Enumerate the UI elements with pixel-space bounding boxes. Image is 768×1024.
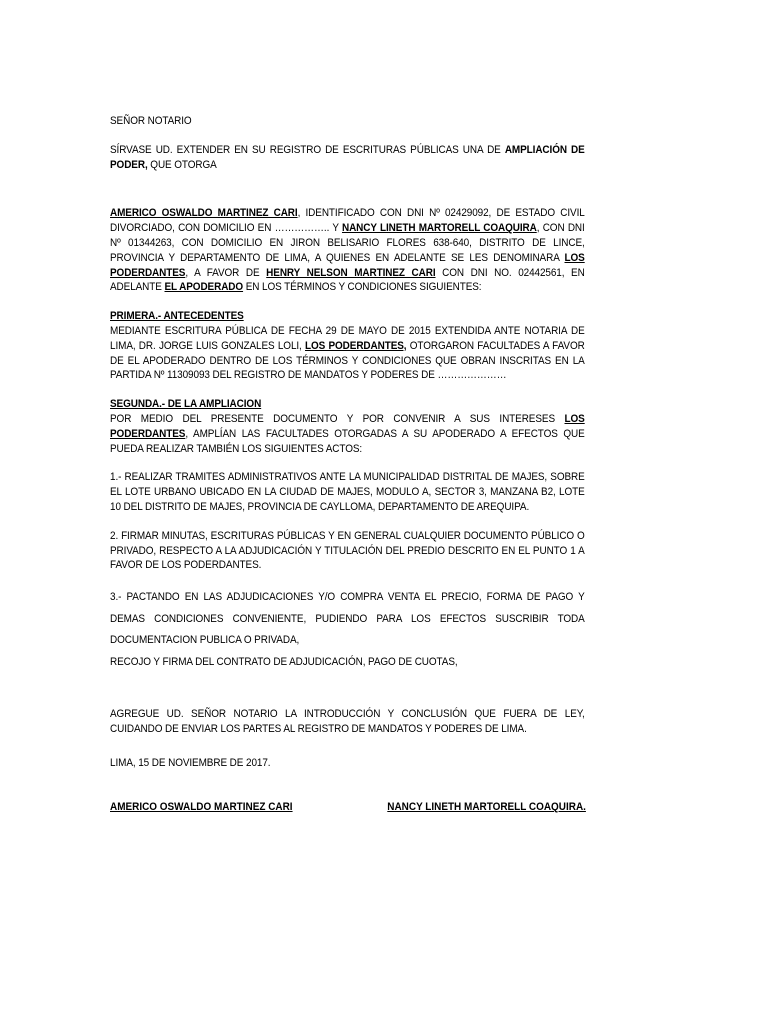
segunda-bold: LOS PODERDANTES	[110, 412, 585, 440]
party-name-2: NANCY LINETH MARTORELL COAQUIRA	[341, 222, 537, 235]
signature-1: AMERICO OSWALDO MARTINEZ CARI	[110, 801, 293, 813]
salutation: SEÑOR NOTARIO	[110, 115, 192, 127]
item-2: 2. FIRMAR MINUTAS, ESCRITURAS PÚBLICAS Y EN GENERAL CUALQUIER DOCUMENTO PÚBLICO O PRIVADO, RESPECTO A LA ADJUDICACIÓN Y TITULACIÓN DEL PREDIO DESCRITO EN EL PUNTO 1 A FAVOR DE LOS PODERDANTES.	[110, 529, 585, 572]
los-poderdantes: LOS PODERDANTES	[110, 251, 585, 279]
segunda-heading: SEGUNDA.- DE LA AMPLIACION	[110, 398, 262, 411]
party-name-3: HENRY NELSON MARTINEZ CARI	[266, 266, 436, 279]
primera-bold: LOS PODERDANTES,	[305, 339, 407, 352]
party-name-1: AMERICO OSWALDO MARTINEZ CARI	[110, 207, 298, 220]
closing-paragraph: AGREGUE UD. SEÑOR NOTARIO LA INTRODUCCIÓN Y CONCLUSIÓN QUE FUERA DE LEY, CUIDANDO DE ENVIAR LOS PARTES AL REGISTRO DE MANDATOS Y PODERES DE LIMA.	[110, 708, 585, 735]
parties-paragraph: AMERICO OSWALDO MARTINEZ CARI, IDENTIFICADO CON DNI Nº 02429092, DE ESTADO CIVIL DIVORCIADO, CON DOMICILIO EN …………….. Y NANCY LINETH MARTORELL COAQUIRA, CON DNI Nº 01344263, CON DOMICILIO EN JIRON BELISARIO FLORES 638-640, DISTRITO DE LINCE, PROVINCIA Y DEPARTAMENTO DE LIMA, A QUIENES EN ADELANTE SE LES DENOMINARA LOS PODERDANTES, A FAVOR DE HENRY NELSON MARTINEZ CARI CON DNI NO. 02442561, EN ADELANTE EL APODERADO EN LOS TÉRMINOS Y CONDICIONES SIGUIENTES:	[110, 207, 585, 294]
item-3b: RECOJO Y FIRMA DEL CONTRATO DE ADJUDICACIÓN, PAGO DE CUOTAS,	[110, 655, 458, 668]
date-line: LIMA, 15 DE NOVIEMBRE DE 2017.	[110, 756, 271, 769]
el-apoderado: EL APODERADO	[164, 281, 244, 294]
item-1: 1.- REALIZAR TRAMITES ADMINISTRATIVOS ANTE LA MUNICIPALIDAD DISTRITAL DE MAJES, SOBRE EL LOTE URBANO UBICADO EN LA CIUDAD DE MAJES, MODULO A, SECTOR 3, MANZANA B2, LOTE 10 DEL DISTRITO DE MAJES, PROVINCIA DE CAYLLOMA, DEPARTAMENTO DE AREQUIPA.	[110, 471, 585, 513]
document-body	[110, 114, 585, 771]
primera-heading: PRIMERA.- ANTECEDENTES	[110, 310, 244, 323]
intro-bold: AMPLIACIÓN DE PODER,	[110, 143, 585, 171]
signature-2: NANCY LINETH MARTORELL COAQUIRA.	[387, 801, 586, 813]
item-3: 3.- PACTANDO EN LAS ADJUDICACIONES Y/O COMPRA VENTA EL PRECIO, FORMA DE PAGO Y DEMAS CONDICIONES CONVENIENTE, PUDIENDO PARA LOS EFECTOS SUSCRIBIR TODA DOCUMENTACION PUBLICA O PRIVADA,	[110, 591, 585, 647]
primera-paragraph: MEDIANTE ESCRITURA PÚBLICA DE FECHA 29 DE MAYO DE 2015 EXTENDIDA ANTE NOTARIA DE LIMA, DR. JORGE LUIS GONZALES LOLI, LOS PODERDANTES, OTORGARON FACULTADES A FAVOR DE EL APODERADO DENTRO DE LOS TÉRMINOS Y CONDICIONES QUE OBRAN INSCRITAS EN LA PARTIDA Nº 11309093 DEL REGISTRO DE MANDATOS Y PODERES DE …………………	[110, 324, 585, 382]
intro-paragraph: SÍRVASE UD. EXTENDER EN SU REGISTRO DE ESCRITURAS PÚBLICAS UNA DE AMPLIACIÓN DE PODER, QUE OTORGA	[110, 143, 585, 171]
segunda-paragraph: POR MEDIO DEL PRESENTE DOCUMENTO Y POR CONVENIR A SUS INTERESES LOS PODERDANTES, AMPLÍAN LAS FACULTADES OTORGADAS A SU APODERADO A EFECTOS QUE PUEDA REALIZAR TAMBIÉN LOS SIGUIENTES ACTOS:	[110, 412, 585, 455]
